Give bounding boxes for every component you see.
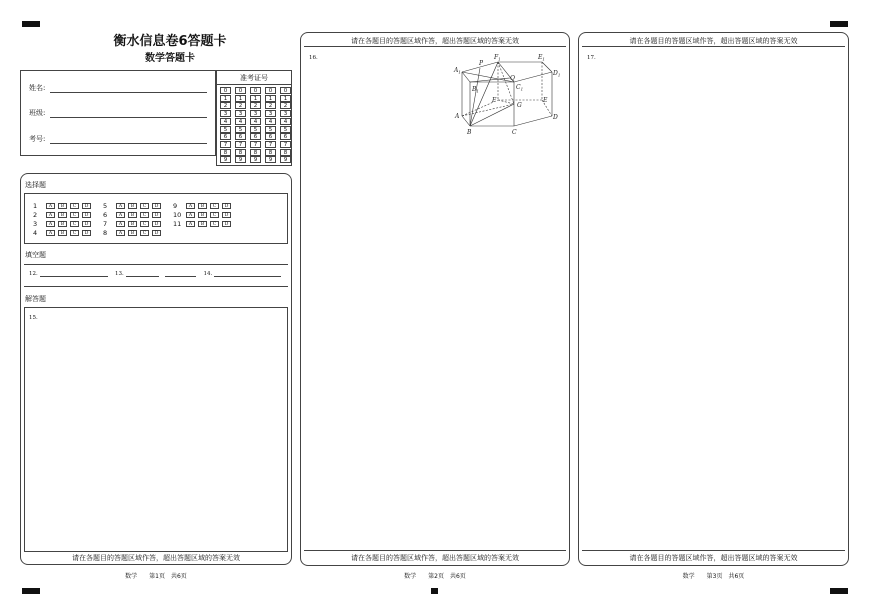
exam-id-digit-bubble[interactable]: 8 xyxy=(280,149,291,156)
choice-option-bubble[interactable]: B xyxy=(128,221,137,227)
choice-question-number: 8 xyxy=(103,229,108,237)
page3-top-note: 请在各题目的答题区域作答，超出答题区域的答案无效 xyxy=(629,37,798,45)
choice-option-bubble[interactable]: D xyxy=(152,230,161,236)
choice-option-bubble[interactable]: A xyxy=(186,203,195,209)
choice-question xyxy=(173,220,234,228)
page2-top-note: 请在各题目的答题区域作答，超出答题区域的答案无效 xyxy=(351,37,519,45)
page2-bottom-note: 请在各题目的答题区域作答，超出答题区域的答案无效 xyxy=(351,554,519,562)
choice-option-bubble[interactable]: D xyxy=(152,212,161,218)
label-d: D xyxy=(553,114,558,121)
exam-id-digit-bubble[interactable]: 5 xyxy=(265,126,276,133)
fill-q14-label: 14. xyxy=(203,271,213,277)
fill-q14-blank[interactable] xyxy=(214,270,281,277)
page1-bottom-note: 请在各题目的答题区域作答，超出答题区域的答案无效 xyxy=(72,554,240,562)
choice-question-number: 7 xyxy=(103,220,108,228)
exam-id-digit-bubble[interactable]: 7 xyxy=(235,141,246,148)
choice-option-bubble[interactable]: A xyxy=(46,203,55,209)
edge-e1-d1 xyxy=(542,62,552,72)
exam-no-field[interactable] xyxy=(29,132,207,144)
label-c: C xyxy=(512,129,517,136)
exam-id-digit-bubble[interactable]: 7 xyxy=(280,141,291,148)
exam-id-digit-bubble[interactable]: 1 xyxy=(280,95,291,102)
edge-a-b xyxy=(462,116,470,126)
fill-divider-top xyxy=(24,264,288,265)
exam-id-digit-bubble[interactable]: 5 xyxy=(220,126,231,133)
choice-option-bubble[interactable]: D xyxy=(82,212,91,218)
exam-id-digit-bubble[interactable]: 5 xyxy=(250,126,261,133)
choice-option-bubble[interactable]: B xyxy=(58,221,67,227)
choice-option-bubble[interactable]: C xyxy=(70,221,79,227)
choice-option-bubble[interactable]: B xyxy=(128,230,137,236)
exam-id-title: 准考证号 xyxy=(240,74,268,82)
exam-id-digit-bubble[interactable]: 0 xyxy=(235,87,246,94)
choice-question-number: 11 xyxy=(173,220,182,228)
exam-id-digit-bubble[interactable]: 6 xyxy=(250,133,261,140)
exam-id-digit-bubble[interactable]: 3 xyxy=(250,110,261,117)
fill-q12-blank[interactable] xyxy=(40,270,108,277)
choice-option-bubble[interactable]: D xyxy=(222,221,231,227)
exam-id-digit-bubble[interactable]: 6 xyxy=(235,133,246,140)
edge-g-b xyxy=(470,104,514,126)
choice-option-bubble[interactable]: B xyxy=(198,203,207,209)
choice-option-bubble[interactable]: B xyxy=(198,221,207,227)
label-b: B xyxy=(467,129,472,136)
choice-option-bubble[interactable]: B xyxy=(198,212,207,218)
edge-b-f1 xyxy=(470,62,498,126)
choice-question xyxy=(103,229,164,237)
choice-question xyxy=(33,202,94,210)
exam-id-digit-bubble[interactable]: 1 xyxy=(220,95,231,102)
choice-option-bubble[interactable]: C xyxy=(70,212,79,218)
exam-id-digit-bubble[interactable]: 9 xyxy=(220,156,231,163)
choice-option-bubble[interactable]: C xyxy=(70,230,79,236)
page3-footer: 数学 第3页 共6页 xyxy=(682,573,745,580)
exam-id-digit-bubble[interactable]: 4 xyxy=(235,118,246,125)
exam-id-digit-bubble[interactable]: 5 xyxy=(235,126,246,133)
exam-id-digit-bubble[interactable]: 2 xyxy=(280,102,291,109)
choice-option-bubble[interactable]: A xyxy=(116,203,125,209)
exam-id-digit-bubble[interactable]: 2 xyxy=(250,102,261,109)
exam-id-digit-bubble[interactable]: 8 xyxy=(235,149,246,156)
q15-label: 15. xyxy=(29,315,38,321)
choice-option-bubble[interactable]: A xyxy=(186,221,195,227)
exam-id-digit-bubble[interactable]: 2 xyxy=(265,102,276,109)
q15-answer-area[interactable] xyxy=(24,307,288,551)
fill-q12-label: 12. xyxy=(29,271,38,277)
choice-question-number: 6 xyxy=(103,211,108,219)
edge-c-d xyxy=(514,116,552,126)
choice-option-bubble[interactable]: C xyxy=(140,203,149,209)
label-d1: $D_1$ xyxy=(553,70,561,78)
exam-id-digit-bubble[interactable]: 9 xyxy=(250,156,261,163)
registration-mark-top-left xyxy=(22,21,40,27)
choice-option-bubble[interactable]: C xyxy=(70,203,79,209)
label-a1: $A_1$ xyxy=(454,67,461,75)
label-f: F xyxy=(492,97,497,104)
exam-id-digit-bubble[interactable]: 6 xyxy=(220,133,231,140)
label-f1: $F_1$ xyxy=(494,54,501,62)
q16-label: 16. xyxy=(309,55,318,61)
exam-id-digit-bubble[interactable]: 9 xyxy=(265,156,276,163)
choice-option-bubble[interactable]: B xyxy=(58,230,67,236)
choice-question xyxy=(173,211,234,219)
exam-no-line[interactable] xyxy=(50,134,207,144)
exam-id-digit-bubble[interactable]: 4 xyxy=(220,118,231,125)
exam-id-digit-bubble[interactable]: 2 xyxy=(220,102,231,109)
class-label: 班级: xyxy=(29,109,46,117)
choice-question xyxy=(103,202,164,210)
choice-option-bubble[interactable]: B xyxy=(58,203,67,209)
choice-option-bubble[interactable]: A xyxy=(46,230,55,236)
choice-question-number: 2 xyxy=(33,211,38,219)
choice-question xyxy=(33,220,94,228)
label-b1: $B_1$ xyxy=(472,86,479,94)
exam-id-digit-bubble[interactable]: 1 xyxy=(235,95,246,102)
fill-blanks-row xyxy=(29,270,281,277)
label-e: E xyxy=(543,97,548,104)
exam-id-digit-bubble[interactable]: 7 xyxy=(220,141,231,148)
choice-option-bubble[interactable]: A xyxy=(116,230,125,236)
card-subtitle: 数学答题卡 xyxy=(145,53,195,64)
choice-option-bubble[interactable]: C xyxy=(140,221,149,227)
exam-id-digit-bubble[interactable]: 1 xyxy=(265,95,276,102)
exam-id-digit-bubble[interactable]: 2 xyxy=(235,102,246,109)
choice-option-bubble[interactable]: A xyxy=(46,221,55,227)
choice-question xyxy=(173,202,234,210)
exam-id-digit-bubble[interactable]: 8 xyxy=(220,149,231,156)
choice-option-bubble[interactable]: D xyxy=(82,203,91,209)
choice-option-bubble[interactable]: C xyxy=(210,221,219,227)
choice-option-bubble[interactable]: D xyxy=(82,230,91,236)
exam-id-digit-bubble[interactable]: 5 xyxy=(280,126,291,133)
choice-option-bubble[interactable]: A xyxy=(116,221,125,227)
label-c1: $C_1$ xyxy=(516,84,524,92)
page3-bottom-note: 请在各题目的答题区域作答，超出答题区域的答案无效 xyxy=(629,554,798,562)
edge-p-b xyxy=(470,68,480,126)
exam-id-digit-bubble[interactable]: 8 xyxy=(250,149,261,156)
choice-option-bubble[interactable]: D xyxy=(152,221,161,227)
fill-section-title: 填空题 xyxy=(25,251,46,259)
fill-q13-blank-1[interactable] xyxy=(126,270,159,277)
label-q: Q xyxy=(510,75,515,82)
exam-id-digit-bubble[interactable]: 4 xyxy=(265,118,276,125)
label-a: A xyxy=(455,113,460,120)
choice-question xyxy=(103,211,164,219)
choice-option-bubble[interactable]: C xyxy=(140,212,149,218)
choice-option-bubble[interactable]: B xyxy=(58,212,67,218)
label-e1: $E_1$ xyxy=(538,54,545,62)
choice-question xyxy=(103,220,164,228)
exam-id-digit-bubble[interactable]: 9 xyxy=(235,156,246,163)
choice-option-bubble[interactable]: D xyxy=(152,203,161,209)
page2-footer: 数学 第2页 共6页 xyxy=(404,573,466,580)
exam-id-digit-bubble[interactable]: 6 xyxy=(280,133,291,140)
choice-question-number: 3 xyxy=(33,220,38,228)
name-field[interactable] xyxy=(29,81,207,93)
student-info-box xyxy=(20,70,216,156)
exam-no-label: 考号: xyxy=(29,135,46,143)
exam-id-digit-bubble[interactable]: 4 xyxy=(280,118,291,125)
choice-option-bubble[interactable]: C xyxy=(140,230,149,236)
name-line[interactable] xyxy=(50,83,207,93)
choice-option-bubble[interactable]: C xyxy=(210,212,219,218)
choice-option-bubble[interactable]: D xyxy=(222,212,231,218)
label-p: P xyxy=(479,60,484,67)
exam-id-box xyxy=(216,70,292,166)
choice-question-number: 5 xyxy=(103,202,108,210)
exam-id-digit-bubble[interactable]: 8 xyxy=(265,149,276,156)
q16-geometry-figure xyxy=(452,50,564,138)
exam-id-digit-bubble[interactable]: 9 xyxy=(280,156,291,163)
edge-c1-d1 xyxy=(514,72,552,82)
choice-option-bubble[interactable]: D xyxy=(222,203,231,209)
exam-id-digit-bubble[interactable]: 4 xyxy=(250,118,261,125)
registration-mark-top-right xyxy=(830,21,848,27)
q17-answer-area[interactable] xyxy=(582,46,845,551)
exam-id-digit-bubble[interactable]: 7 xyxy=(250,141,261,148)
choice-option-bubble[interactable]: A xyxy=(46,212,55,218)
registration-mark-bottom-left xyxy=(22,588,40,594)
q17-label: 17. xyxy=(587,55,596,61)
exam-id-digit-bubble[interactable]: 0 xyxy=(265,87,276,94)
choice-section-title: 选择题 xyxy=(25,181,46,189)
choice-question-number: 4 xyxy=(33,229,38,237)
exam-id-digit-bubble[interactable]: 0 xyxy=(250,87,261,94)
choice-option-bubble[interactable]: D xyxy=(82,221,91,227)
choice-option-bubble[interactable]: B xyxy=(128,203,137,209)
exam-id-digit-bubble[interactable]: 3 xyxy=(220,110,231,117)
fill-q13-label: 13. xyxy=(115,271,124,277)
exam-id-digit-bubble[interactable]: 3 xyxy=(235,110,246,117)
choice-option-bubble[interactable]: C xyxy=(210,203,219,209)
fill-q13-blank-2[interactable] xyxy=(165,270,196,277)
registration-mark-bottom-right xyxy=(830,588,848,594)
page1-footer: 数学 第1页 共6页 xyxy=(125,573,187,580)
class-line[interactable] xyxy=(50,108,207,118)
choice-question-number: 1 xyxy=(33,202,38,210)
hidden-edge-f-g xyxy=(498,100,514,104)
choice-option-bubble[interactable]: A xyxy=(186,212,195,218)
hidden-edge-f1-g xyxy=(498,62,514,104)
exam-id-digit-bubble[interactable]: 0 xyxy=(220,87,231,94)
exam-id-digit-bubble[interactable]: 3 xyxy=(265,110,276,117)
exam-id-digit-bubble[interactable]: 6 xyxy=(265,133,276,140)
exam-id-digit-bubble[interactable]: 3 xyxy=(280,110,291,117)
name-label: 姓名: xyxy=(29,84,46,92)
answer-section-title: 解答题 xyxy=(25,295,46,303)
choice-option-bubble[interactable]: A xyxy=(116,212,125,218)
fill-divider-bottom xyxy=(24,286,288,287)
exam-id-digit-grid xyxy=(217,87,293,165)
label-g: G xyxy=(517,102,522,109)
choice-question-number: 9 xyxy=(173,202,178,210)
exam-id-digit-bubble[interactable]: 0 xyxy=(280,87,291,94)
exam-id-digit-bubble[interactable]: 1 xyxy=(250,95,261,102)
choice-question xyxy=(33,229,94,237)
choice-question xyxy=(33,211,94,219)
choice-question-number: 10 xyxy=(173,211,182,219)
class-field[interactable] xyxy=(29,106,207,118)
registration-mark-bottom-center xyxy=(431,588,438,594)
choice-option-bubble[interactable]: B xyxy=(128,212,137,218)
page1-note-divider xyxy=(24,551,288,552)
card-title: 衡水信息卷6答题卡 xyxy=(113,34,227,49)
exam-id-digit-bubble[interactable]: 7 xyxy=(265,141,276,148)
